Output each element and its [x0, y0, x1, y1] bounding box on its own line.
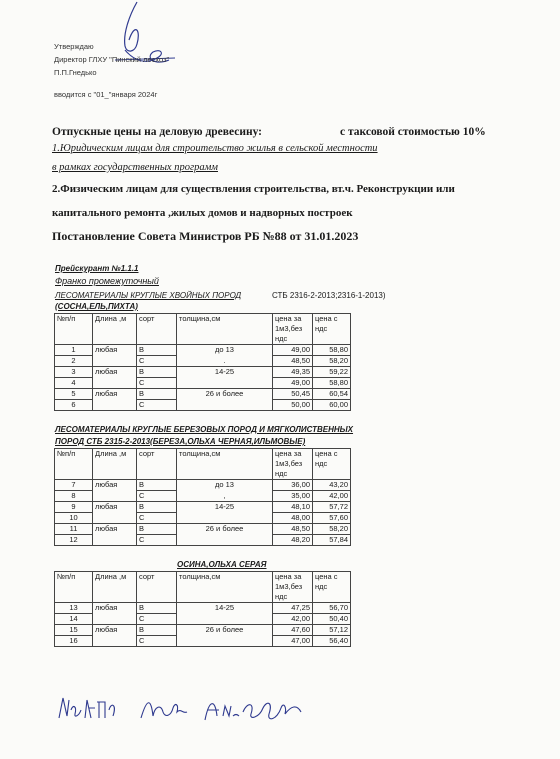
row-price-vat: 56,70 [313, 603, 351, 614]
row-price: 48,00 [273, 513, 313, 524]
row-price: 47,25 [273, 603, 313, 614]
row-thickness: до 13 [177, 480, 273, 491]
row-price: 42,00 [273, 614, 313, 625]
table-row [55, 367, 351, 378]
row-length: любая [93, 603, 137, 614]
row-number: 15 [55, 625, 93, 636]
row-length [93, 535, 137, 546]
row-number: 9 [55, 502, 93, 513]
row-price: 35,00 [273, 491, 313, 502]
col-price-header: цена за 1м3,без ндс [273, 449, 313, 480]
section3-table [54, 571, 351, 647]
table-row [55, 524, 351, 535]
approval-block [54, 40, 169, 101]
row-number: 13 [55, 603, 93, 614]
row-price-vat: 60,00 [313, 400, 351, 411]
table-row [55, 345, 351, 356]
col-number-header: №п/п [55, 449, 93, 480]
row-thickness [177, 614, 273, 625]
table-row [55, 636, 351, 647]
row-number: 4 [55, 378, 93, 389]
section2-title [55, 424, 353, 448]
row-grade: В [137, 625, 177, 636]
approval-line-3: П.П.Гнедько [54, 68, 97, 77]
row-length [93, 400, 137, 411]
table-row [55, 389, 351, 400]
row-price: 49,00 [273, 378, 313, 389]
table-row [55, 535, 351, 546]
row-length: любая [93, 524, 137, 535]
row-length: любая [93, 502, 137, 513]
col-number-header: №п/п [55, 314, 93, 345]
row-price-vat: 58,20 [313, 524, 351, 535]
row-grade: В [137, 524, 177, 535]
row-grade: В [137, 367, 177, 378]
row-length: любая [93, 480, 137, 491]
row-price: 47,00 [273, 636, 313, 647]
col-price-vat-header: цена с ндс [313, 314, 351, 345]
approval-date: вводится с "01_"января 2024г [54, 90, 158, 99]
heading-sub-1: 1.Юридическим лицам для строительство жилья в сельской местности [52, 143, 378, 154]
row-length: любая [93, 345, 137, 356]
row-price: 48,50 [273, 524, 313, 535]
section2-header [55, 449, 351, 480]
row-thickness: до 13 [177, 345, 273, 356]
row-price-vat: 59,22 [313, 367, 351, 378]
section1-standard: СТБ 2316-2-2013;2316-1-2013) [272, 291, 386, 300]
col-thickness-header: толщина,см [177, 314, 273, 345]
col-price-vat-header: цена с ндс [313, 449, 351, 480]
row-thickness: 14-25 [177, 603, 273, 614]
row-grade: С [137, 614, 177, 625]
section2-title-line1: ЛЕСОМАТЕРИАЛЫ КРУГЛЫЕ БЕРЕЗОВЫХ ПОРОД И МЯГКОЛИСТВЕННЫХ [55, 425, 354, 434]
heading-sub-2: в рамках государственных программ [52, 162, 218, 173]
row-thickness [177, 513, 273, 524]
row-length [93, 378, 137, 389]
row-price: 36,00 [273, 480, 313, 491]
row-price-vat: 57,72 [313, 502, 351, 513]
row-price-vat: 57,84 [313, 535, 351, 546]
row-price-vat: 60,54 [313, 389, 351, 400]
heading-main: Отпускные цены на деловую древесину: [52, 126, 263, 138]
row-thickness: 14-25 [177, 502, 273, 513]
resolution-title: Постановление Совета Министров РБ №88 от 31.01.2023 [52, 229, 359, 243]
row-number: 10 [55, 513, 93, 524]
section2-table [54, 448, 351, 546]
row-length [93, 491, 137, 502]
row-grade: В [137, 389, 177, 400]
section1-species: (СОСНА,ЕЛЬ,ПИХТА) [55, 302, 138, 311]
row-price: 50,45 [273, 389, 313, 400]
row-number: 5 [55, 389, 93, 400]
row-thickness: , [177, 491, 273, 502]
table-row [55, 614, 351, 625]
section3-header [55, 572, 351, 603]
header-row [55, 572, 351, 603]
col-price-header: цена за 1м3,без ндс [273, 572, 313, 603]
col-thickness-header: толщина,см [177, 572, 273, 603]
row-thickness: 14-25 [177, 367, 273, 378]
section1-header [55, 314, 351, 345]
table-row [55, 603, 351, 614]
row-grade: В [137, 502, 177, 513]
row-number: 3 [55, 367, 93, 378]
col-grade-header: сорт [137, 314, 177, 345]
row-price: 49,35 [273, 367, 313, 378]
row-price-vat: 58,20 [313, 356, 351, 367]
row-thickness: 26 и более [177, 389, 273, 400]
col-length-header: Длина ,м [93, 314, 137, 345]
row-grade: С [137, 491, 177, 502]
row-length: любая [93, 367, 137, 378]
row-price-vat: 56,40 [313, 636, 351, 647]
heading-p2-line1: 2.Физическим лицам для существления строительства, вт.ч. Реконструкции или [52, 183, 455, 195]
row-grade: С [137, 400, 177, 411]
row-number: 2 [55, 356, 93, 367]
col-length-header: Длина ,м [93, 449, 137, 480]
row-grade: В [137, 480, 177, 491]
row-length: любая [93, 389, 137, 400]
col-grade-header: сорт [137, 572, 177, 603]
row-number: 1 [55, 345, 93, 356]
table-row [55, 356, 351, 367]
col-length-header: Длина ,м [93, 572, 137, 603]
section3-title: ОСИНА,ОЛЬХА СЕРАЯ [177, 560, 267, 569]
table-row [55, 513, 351, 524]
section3-body [55, 603, 351, 647]
row-thickness [177, 636, 273, 647]
row-length: любая [93, 625, 137, 636]
row-grade: С [137, 535, 177, 546]
row-thickness: . [177, 356, 273, 367]
row-thickness: 26 и более [177, 524, 273, 535]
table-row [55, 625, 351, 636]
row-price-vat: 58,80 [313, 378, 351, 389]
row-price-vat: 50,40 [313, 614, 351, 625]
row-number: 14 [55, 614, 93, 625]
header-row [55, 449, 351, 480]
col-thickness-header: толщина,см [177, 449, 273, 480]
heading-p2-line2: капитального ремонта ,жилых домов и надворных построек [52, 207, 353, 219]
row-number: 7 [55, 480, 93, 491]
row-length [93, 356, 137, 367]
row-number: 12 [55, 535, 93, 546]
row-thickness [177, 378, 273, 389]
section2-title-line2: ПОРОД СТБ 2315-2-2013(БЕРЕЗА,ОЛЬХА ЧЕРНАЯ,ИЛЬМОВЫЕ) [55, 437, 306, 446]
row-price: 48,10 [273, 502, 313, 513]
row-thickness [177, 535, 273, 546]
row-price-vat: 43,20 [313, 480, 351, 491]
row-grade: В [137, 603, 177, 614]
table-row [55, 491, 351, 502]
header-row [55, 314, 351, 345]
row-number: 16 [55, 636, 93, 647]
table-row [55, 480, 351, 491]
row-length [93, 636, 137, 647]
approval-line-1: Утверждаю [54, 42, 94, 51]
row-price: 49,00 [273, 345, 313, 356]
row-price-vat: 58,80 [313, 345, 351, 356]
section2-body [55, 480, 351, 546]
row-price: 48,20 [273, 535, 313, 546]
pricelist-title: Прейскурант №1.1.1 [55, 264, 139, 273]
row-price: 50,00 [273, 400, 313, 411]
col-grade-header: сорт [137, 449, 177, 480]
table-row [55, 378, 351, 389]
approval-line-2: Директор ГЛХУ "Пинский лесхоз" [54, 55, 170, 64]
table-row [55, 400, 351, 411]
heading-tax: с таксовой стоимостью 10% [340, 126, 486, 138]
section1-table [54, 313, 351, 411]
row-length [93, 614, 137, 625]
row-price-vat: 57,60 [313, 513, 351, 524]
col-price-header: цена за 1м3,без ндс [273, 314, 313, 345]
franco-label: Франко промежуточный [55, 276, 159, 286]
bottom-signatures [55, 688, 335, 733]
row-grade: С [137, 378, 177, 389]
row-grade: С [137, 513, 177, 524]
row-thickness: 26 и более [177, 625, 273, 636]
row-number: 6 [55, 400, 93, 411]
section1-body [55, 345, 351, 411]
row-grade: В [137, 345, 177, 356]
section1-title: ЛЕСОМАТЕРИАЛЫ КРУГЛЫЕ ХВОЙНЫХ ПОРОД [55, 291, 242, 300]
row-price: 47,60 [273, 625, 313, 636]
row-number: 11 [55, 524, 93, 535]
row-grade: С [137, 356, 177, 367]
row-price-vat: 42,00 [313, 491, 351, 502]
row-grade: С [137, 636, 177, 647]
col-number-header: №п/п [55, 572, 93, 603]
row-length [93, 513, 137, 524]
row-price-vat: 57,12 [313, 625, 351, 636]
row-number: 8 [55, 491, 93, 502]
row-price: 48,50 [273, 356, 313, 367]
row-thickness [177, 400, 273, 411]
table-row [55, 502, 351, 513]
col-price-vat-header: цена с ндс [313, 572, 351, 603]
